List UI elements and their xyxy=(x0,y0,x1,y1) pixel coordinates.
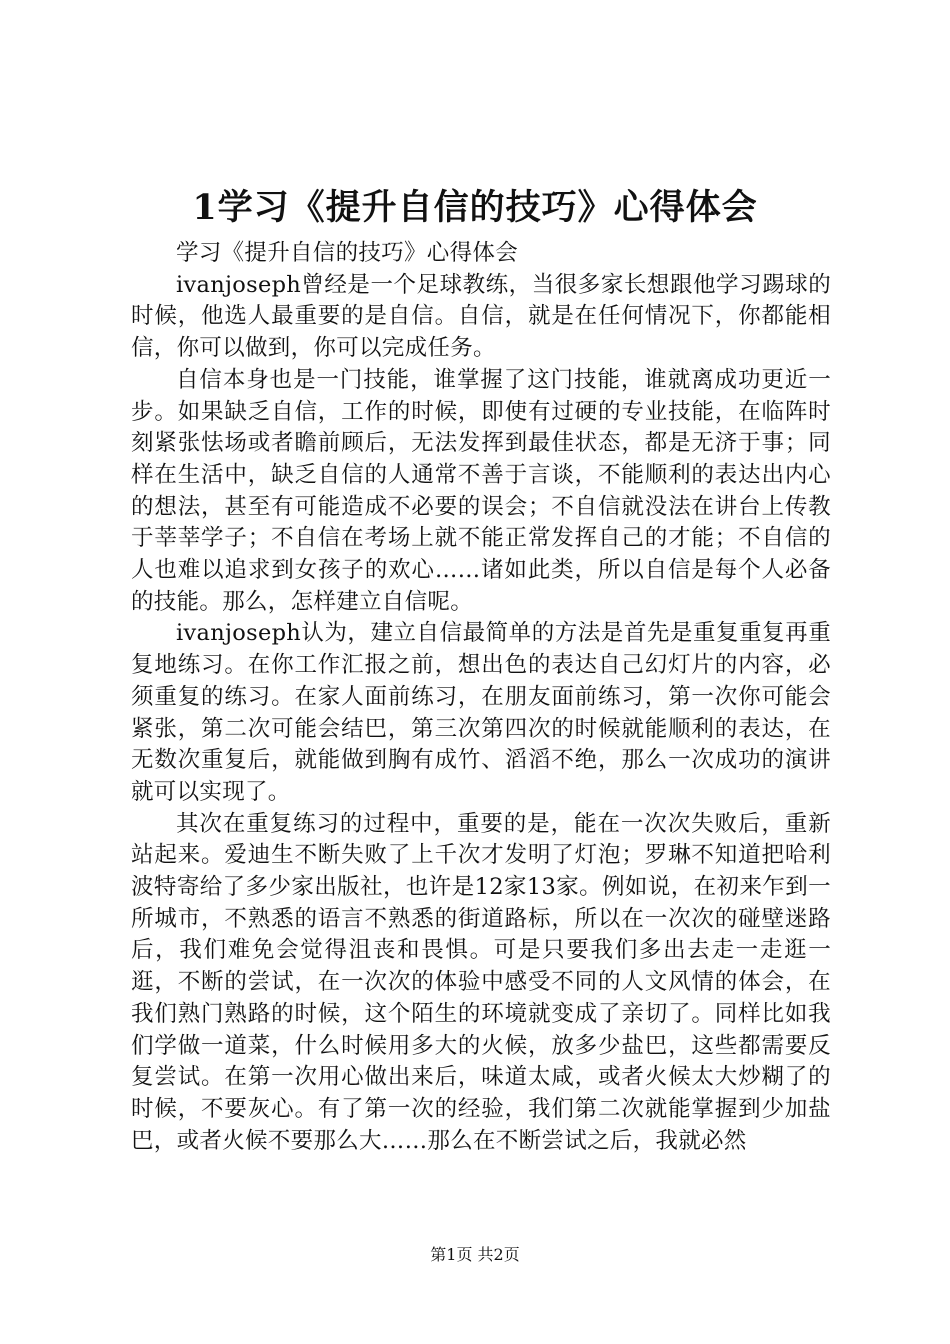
page-footer: 第1页 共2页 xyxy=(430,1245,520,1264)
paragraph-4: 其次在重复练习的过程中，重要的是，能在一次次失败后，重新站起来。爱迪生不断失败了上千次才发明了灯泡；罗琳不知道把哈利波特寄给了多少家出版社，也许是12家13家。例如说，在初来乍到一所城市，不熟悉的语言不熟悉的街道路标，所以在一次次的碰壁迷路后，我们难免会觉得沮丧和畏惧。可是只要我们多出去走一走逛一逛，不断的尝试，在一次次的体验中感受不同的人文风情的体会，在我们熟门熟路的时候，这个陌生的环境就变成了亲切了。同样比如我们学做一道菜，什么时候用多大的火候，放多少盐巴，这些都需要反复尝试。在第一次用心做出来后，味道太咸，或者火候太大炒糊了的时候，不要灰心。有了第一次的经验，我们第二次就能掌握到少加盐巴，或者火候不要那么大……那么在不断尝试之后，我就必然 xyxy=(131,810,831,1154)
paragraph-1: ivanjoseph曾经是一个足球教练，当很多家长想跟他学习踢球的时候，他选人最重要的是自信。自信，就是在任何情况下，你都能相信，你可以做到，你可以完成任务。 xyxy=(131,271,831,362)
paragraph-2: 自信本身也是一门技能，谁掌握了这门技能，谁就离成功更近一步。如果缺乏自信，工作的时候，即使有过硬的专业技能，在临阵时刻紧张怯场或者瞻前顾后，无法发挥到最佳状态，都是无济于事；同样在生活中，缺乏自信的人通常不善于言谈，不能顺利的表达出内心的想法，甚至有可能造成不必要的误会；不自信就没法在讲台上传教于莘莘学子；不自信在考场上就不能正常发挥自己的才能；不自信的人也难以追求到女孩子的欢心……诸如此类，所以自信是每个人必备的技能。那么，怎样建立自信呢。 xyxy=(131,366,831,615)
paragraph-subtitle: 学习《提升自信的技巧》心得体会 xyxy=(176,240,519,266)
paragraph-3: ivanjoseph认为，建立自信最简单的方法是首先是重复重复再重复地练习。在你工作汇报之前，想出色的表达自己幻灯片的内容，必须重复的练习。在家人面前练习，在朋友面前练习，第一次你可能会紧张，第二次可能会结巴，第三次第四次的时候就能顺利的表达，在无数次重复后，就能做到胸有成竹、滔滔不绝，那么一次成功的演讲就可以实现了。 xyxy=(131,620,831,805)
document-body xyxy=(131,238,831,1157)
document-title: 1学习《提升自信的技巧》心得体会 xyxy=(192,187,758,228)
